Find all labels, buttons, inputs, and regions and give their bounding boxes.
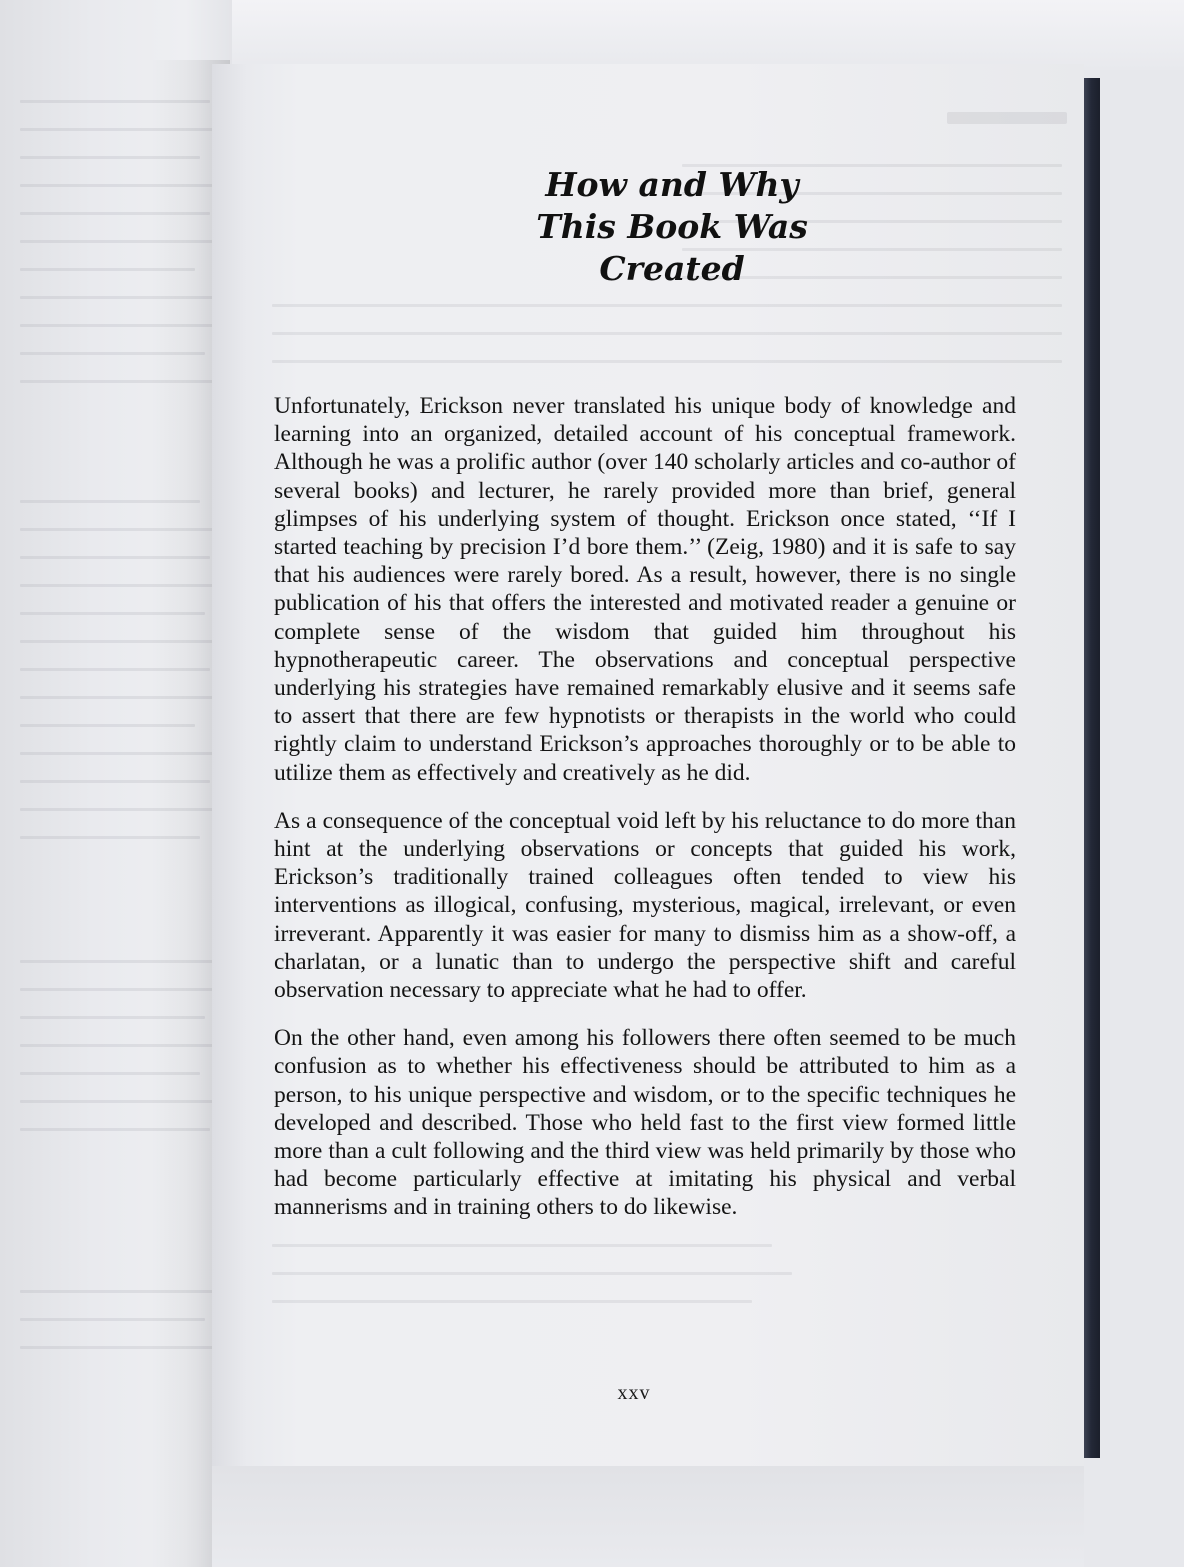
chapter-title-line: How and Why: [545, 165, 799, 204]
right-page: [212, 64, 1084, 1466]
bleed-through-running-head: [947, 112, 1067, 124]
page-number: xxv: [617, 1382, 651, 1404]
paragraph: On the other hand, even among his followers there often seemed to be much confusion as to whether his effectiveness should be attributed to him as a person, to his unique perspective and wisdom, or to the specific techniques he developed and described. Those who held fast to the first view formed little more than a cult following and the third view was held primarily by those who had become particularly effective at imitating his physical and verbal mannerisms and in training others to do likewise.: [274, 1025, 1016, 1221]
paragraph: As a consequence of the conceptual void left by his reluctance to do more than hint at the underlying observations or concepts that guided his work, Erickson’s traditionally trained colleagues often tended to view his interventions as illogical, confusing, mysterious, magical, irrelevant, or even irreverant. Apparently it was easier for many to dismiss him as a show-off, a charlatan, or a lunatic than to undergo the perspective shift and careful observation necessary to appreciate what he had to offer.: [274, 807, 1016, 1004]
body-text: [274, 392, 1016, 1242]
paragraph: Unfortunately, Erickson never translated his unique body of knowledge and learning into an organized, detailed account of his conceptual framework. Although he was a prolific author (over 140 scholarly articles and co-author of several books) and lecturer, he rarely provided more than brief, general glimpses of his underlying system of thought. Erickson once stated, ‘‘If I started teaching by precision I’d bore them.’’ (Zeig, 1980) and it is safe to say that his audiences were rarely bored. As a result, however, there is no single publication of his that offers the interested and motivated reader a genuine or complete sense of the wisdom that guided him throughout his hypnotherapeutic career. The observations and conceptual perspective underlying his strategies have remained remarkably elusive and it seems safe to assert that there are few hypnotists or therapists in the world who could rightly claim to understand Erickson’s approaches thoroughly or to be able to utilize them as effectively and creatively as he did.: [274, 393, 1016, 786]
chapter-title-line: Created: [599, 249, 745, 288]
page-bottom-edge: [212, 1466, 1084, 1567]
left-facing-page: [0, 0, 232, 1567]
chapter-title-line: This Book Was: [536, 207, 808, 246]
chapter-title: [412, 164, 932, 290]
